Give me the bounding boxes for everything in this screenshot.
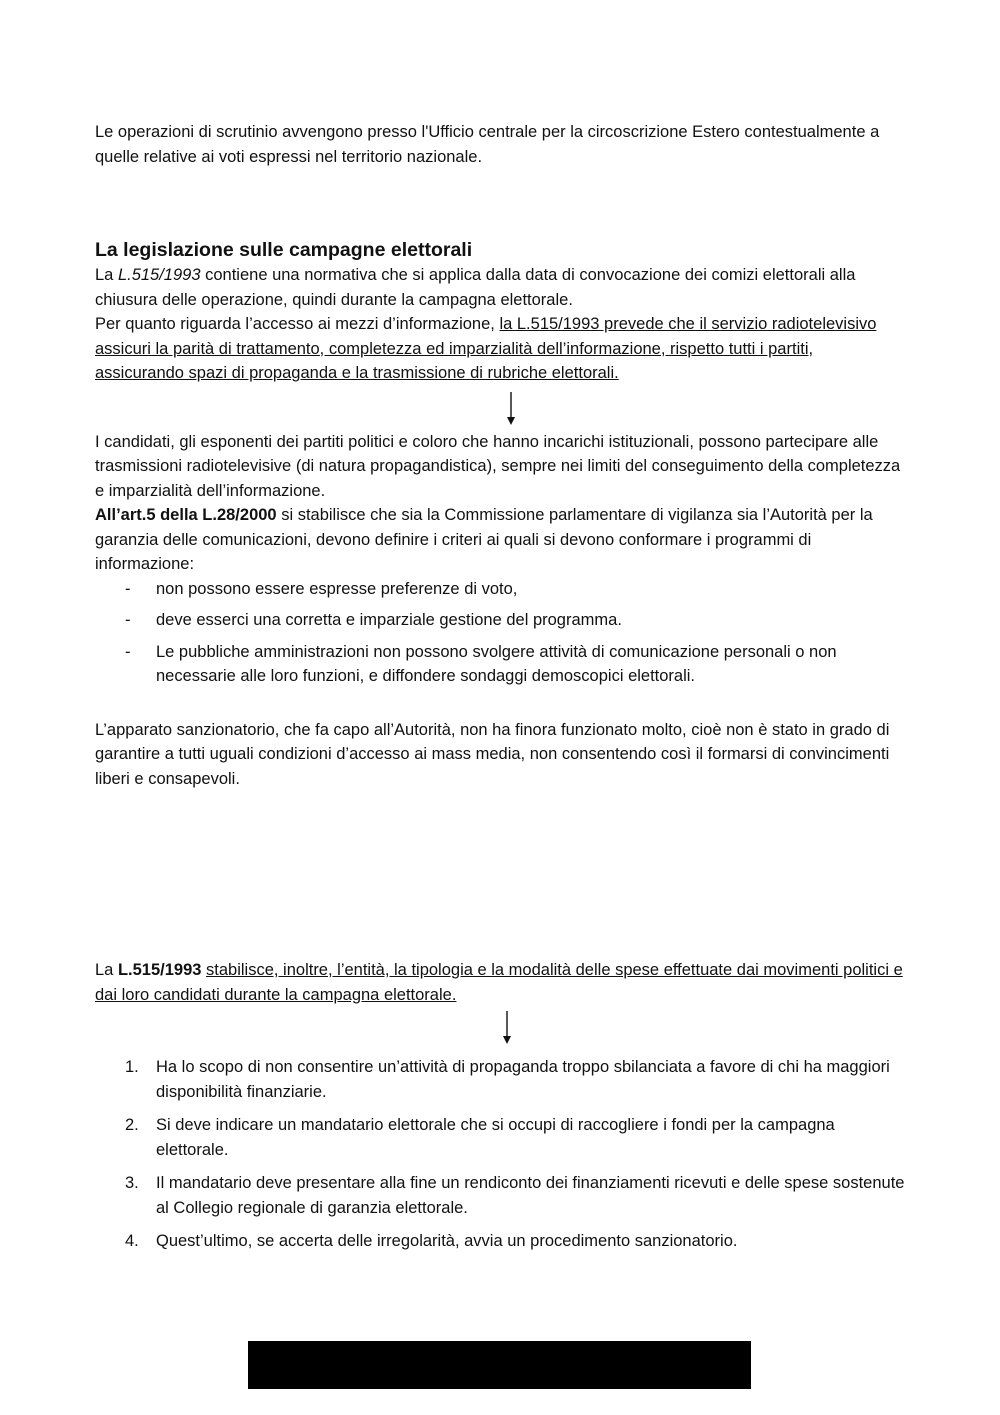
law-reference: L.515/1993 <box>117 266 201 284</box>
underlined-text: stabilisce, inoltre, l’entità, la tipologia e la modalità delle spese effettuate dai movimenti politici e dai loro candidati durante la campagna elettorale. <box>95 961 903 1004</box>
dash-marker: - <box>125 611 131 629</box>
section-heading: La legislazione sulle campagne elettorali <box>95 239 473 261</box>
item-number: 1. <box>125 1058 139 1076</box>
text-lead: Per quanto riguarda l’accesso ai mezzi d’informazione, <box>95 315 500 333</box>
intro-paragraph: Le operazioni di scrutinio avvengono presso l'Ufficio centrale per la circoscrizione Estero contestualmente a quelle relative ai voti espressi nel territorio nazionale. <box>95 123 880 166</box>
down-arrow-icon <box>95 1007 905 1055</box>
item-text: Il mandatario deve presentare alla fine un rendiconto dei finanziamenti ricevuti e delle spese sostenute al Collegio regionale di garanzia elettorale. <box>156 1174 905 1217</box>
criteria-list <box>95 577 905 689</box>
numbered-item <box>95 1113 905 1162</box>
bold-law-reference: All’art.5 della L.28/2000 <box>95 506 277 524</box>
text-lead: La <box>95 266 118 284</box>
item-number: 3. <box>125 1174 139 1192</box>
document-body <box>95 120 905 1263</box>
paragraph-expenses <box>95 958 905 1007</box>
paragraph-candidates: I candidati, gli esponenti dei partiti politici e coloro che hanno incarichi istituzionali, possono partecipare alle trasmissioni radiotelevisive (di natura propagandistica), sempre nei limiti del conseguimento della completezza e imparzialità dell’informazione. <box>95 432 901 500</box>
bold-law-reference: L.515/1993 <box>117 961 202 979</box>
list-item <box>95 577 905 602</box>
paragraph-media-access <box>95 312 905 386</box>
numbered-item <box>95 1055 905 1104</box>
expenses-numbered-list <box>95 1055 905 1254</box>
underlined-text: la L.515/1993 prevede che il servizio radiotelevisivo assicuri la parità di trattamento, completezza ed imparzialità dell’informazione, rispetto tutti i partiti, assicurando spazi di propaganda e la trasmissione di rubriche elettorali. <box>95 315 877 382</box>
list-item <box>95 608 905 633</box>
paragraph-law-515-intro <box>95 263 905 312</box>
numbered-item <box>95 1229 905 1254</box>
list-item <box>95 640 905 689</box>
down-arrow-icon <box>95 386 905 430</box>
item-text: Si deve indicare un mandatario elettorale che si occupi di raccogliere i fondi per la campagna elettorale. <box>156 1116 835 1159</box>
paragraph-sanctions: L’apparato sanzionatorio, che fa capo all’Autorità, non ha finora funzionato molto, cioè non è stato in grado di garantire a tutti uguali condizioni d’accesso ai mass media, non consentendo così il formarsi di convincimenti liberi e consapevoli. <box>95 720 890 788</box>
paragraph-art5 <box>95 503 905 577</box>
dash-marker: - <box>125 579 131 598</box>
dash-marker: - <box>125 642 131 661</box>
footer-redaction-bar <box>248 1341 751 1389</box>
item-text: Ha lo scopo di non consentire un’attività di propaganda troppo sbilanciata a favore di chi ha maggiori disponibilità finanziarie. <box>156 1058 890 1101</box>
text-rest: contiene una normativa che si applica dalla data di convocazione dei comizi elettorali alla chiusura delle operazione, quindi durante la campagna elettorale. <box>95 266 856 309</box>
text-rest: si stabilisce che sia la Commissione parlamentare di vigilanza sia l’Autorità per la garanzia delle comunicazioni, devono definire i criteri ai quali si devono conformare i programmi di informazione: <box>95 506 873 573</box>
numbered-item <box>95 1171 905 1220</box>
item-number: 4. <box>125 1232 139 1250</box>
item-text: Quest’ultimo, se accerta delle irregolarità, avvia un procedimento sanzionatorio. <box>156 1232 738 1250</box>
text-lead: La <box>95 961 118 979</box>
item-number: 2. <box>125 1116 139 1134</box>
list-item-text: deve esserci una corretta e imparziale gestione del programma. <box>156 611 622 629</box>
list-item-text: Le pubbliche amministrazioni non possono svolgere attività di comunicazione personali o non necessarie alle loro funzioni, e diffondere sondaggi demoscopici elettorali. <box>156 642 837 685</box>
list-item-text: non possono essere espresse preferenze di voto, <box>156 579 518 598</box>
